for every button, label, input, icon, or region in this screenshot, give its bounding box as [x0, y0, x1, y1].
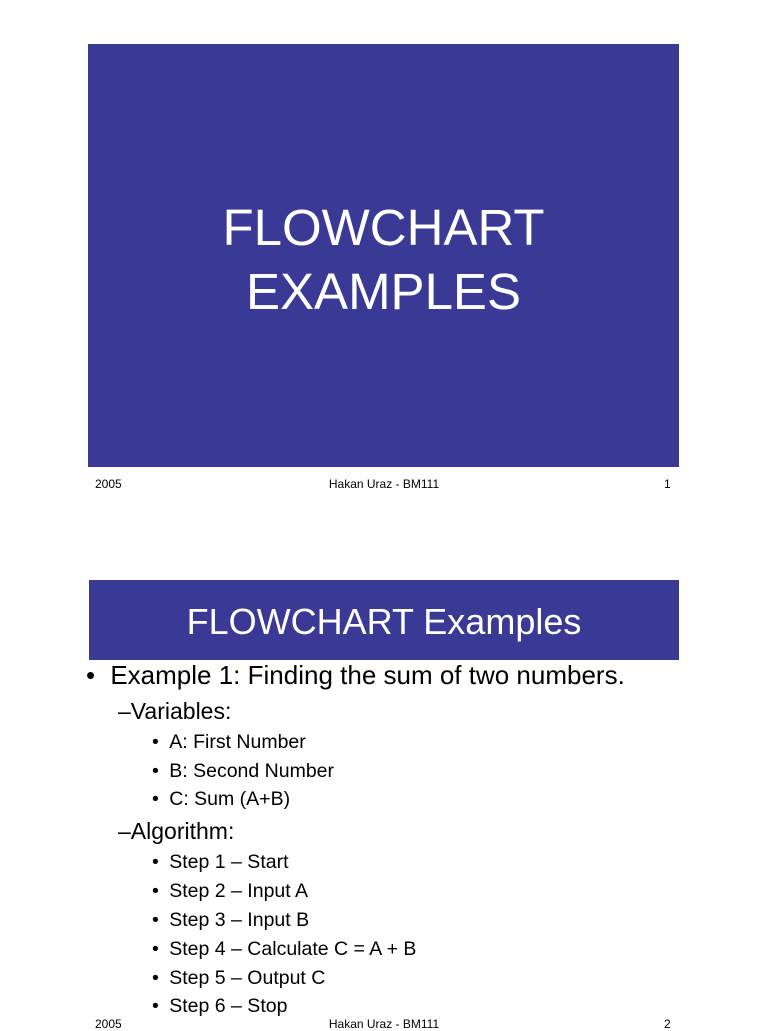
variable-item [152, 731, 306, 754]
slide-1-footer-author: Hakan Uraz - BM111 [328, 477, 440, 491]
dash-marker: – [118, 818, 131, 844]
bullet-marker: • [152, 995, 159, 1017]
variable-item-text: C: Sum (A+B) [169, 788, 291, 810]
algorithm-step [152, 938, 416, 961]
variable-item [152, 760, 334, 783]
slide-1-title-line-2: EXAMPLES [246, 263, 521, 320]
variable-item-text: B: Second Number [169, 760, 335, 782]
bullet-example-1 [86, 660, 625, 690]
bullet-marker: • [152, 967, 159, 989]
bullet-marker: • [152, 760, 159, 782]
slide-2-footer-year: 2005 [95, 1017, 122, 1031]
algorithm-step-text: Step 1 – Start [169, 851, 289, 873]
algorithm-step-text: Step 3 – Input B [169, 909, 310, 931]
variable-item-text: A: First Number [169, 731, 306, 753]
slide-1-footer-year: 2005 [95, 477, 122, 491]
variable-item [152, 788, 290, 811]
algorithm-step-text: Step 6 – Stop [169, 995, 288, 1017]
algorithm-step [152, 851, 289, 874]
bullet-marker: • [152, 909, 159, 931]
dash-marker: – [118, 698, 131, 724]
slide-2-footer-author: Hakan Uraz - BM111 [328, 1017, 440, 1031]
slide-2-footer-page: 2 [664, 1017, 671, 1031]
variables-heading-text: Variables: [130, 698, 232, 724]
algorithm-step-text: Step 5 – Output C [169, 967, 326, 989]
bullet-marker: • [152, 938, 159, 960]
bullet-marker: • [152, 880, 159, 902]
bullet-marker: • [152, 731, 159, 753]
slide-1-title [88, 196, 679, 324]
algorithm-step-text: Step 4 – Calculate C = A + B [169, 938, 417, 960]
algorithm-step [152, 880, 308, 903]
slide-1-title-line-1: FLOWCHART [222, 199, 545, 256]
slide-2-title: FLOWCHART Examples [186, 601, 582, 642]
variables-heading [118, 698, 231, 725]
bullet-example-1-text: Example 1: Finding the sum of two numbers. [110, 660, 625, 690]
bullet-marker: • [86, 660, 96, 690]
algorithm-step [152, 909, 309, 932]
slide-1-footer-page: 1 [664, 477, 671, 491]
algorithm-step [152, 995, 287, 1018]
algorithm-step-text: Step 2 – Input A [169, 880, 309, 902]
bullet-marker: • [152, 788, 159, 810]
algorithm-heading-text: Algorithm: [130, 818, 235, 844]
algorithm-step [152, 967, 325, 990]
bullet-marker: • [152, 851, 159, 873]
algorithm-heading [118, 818, 234, 845]
